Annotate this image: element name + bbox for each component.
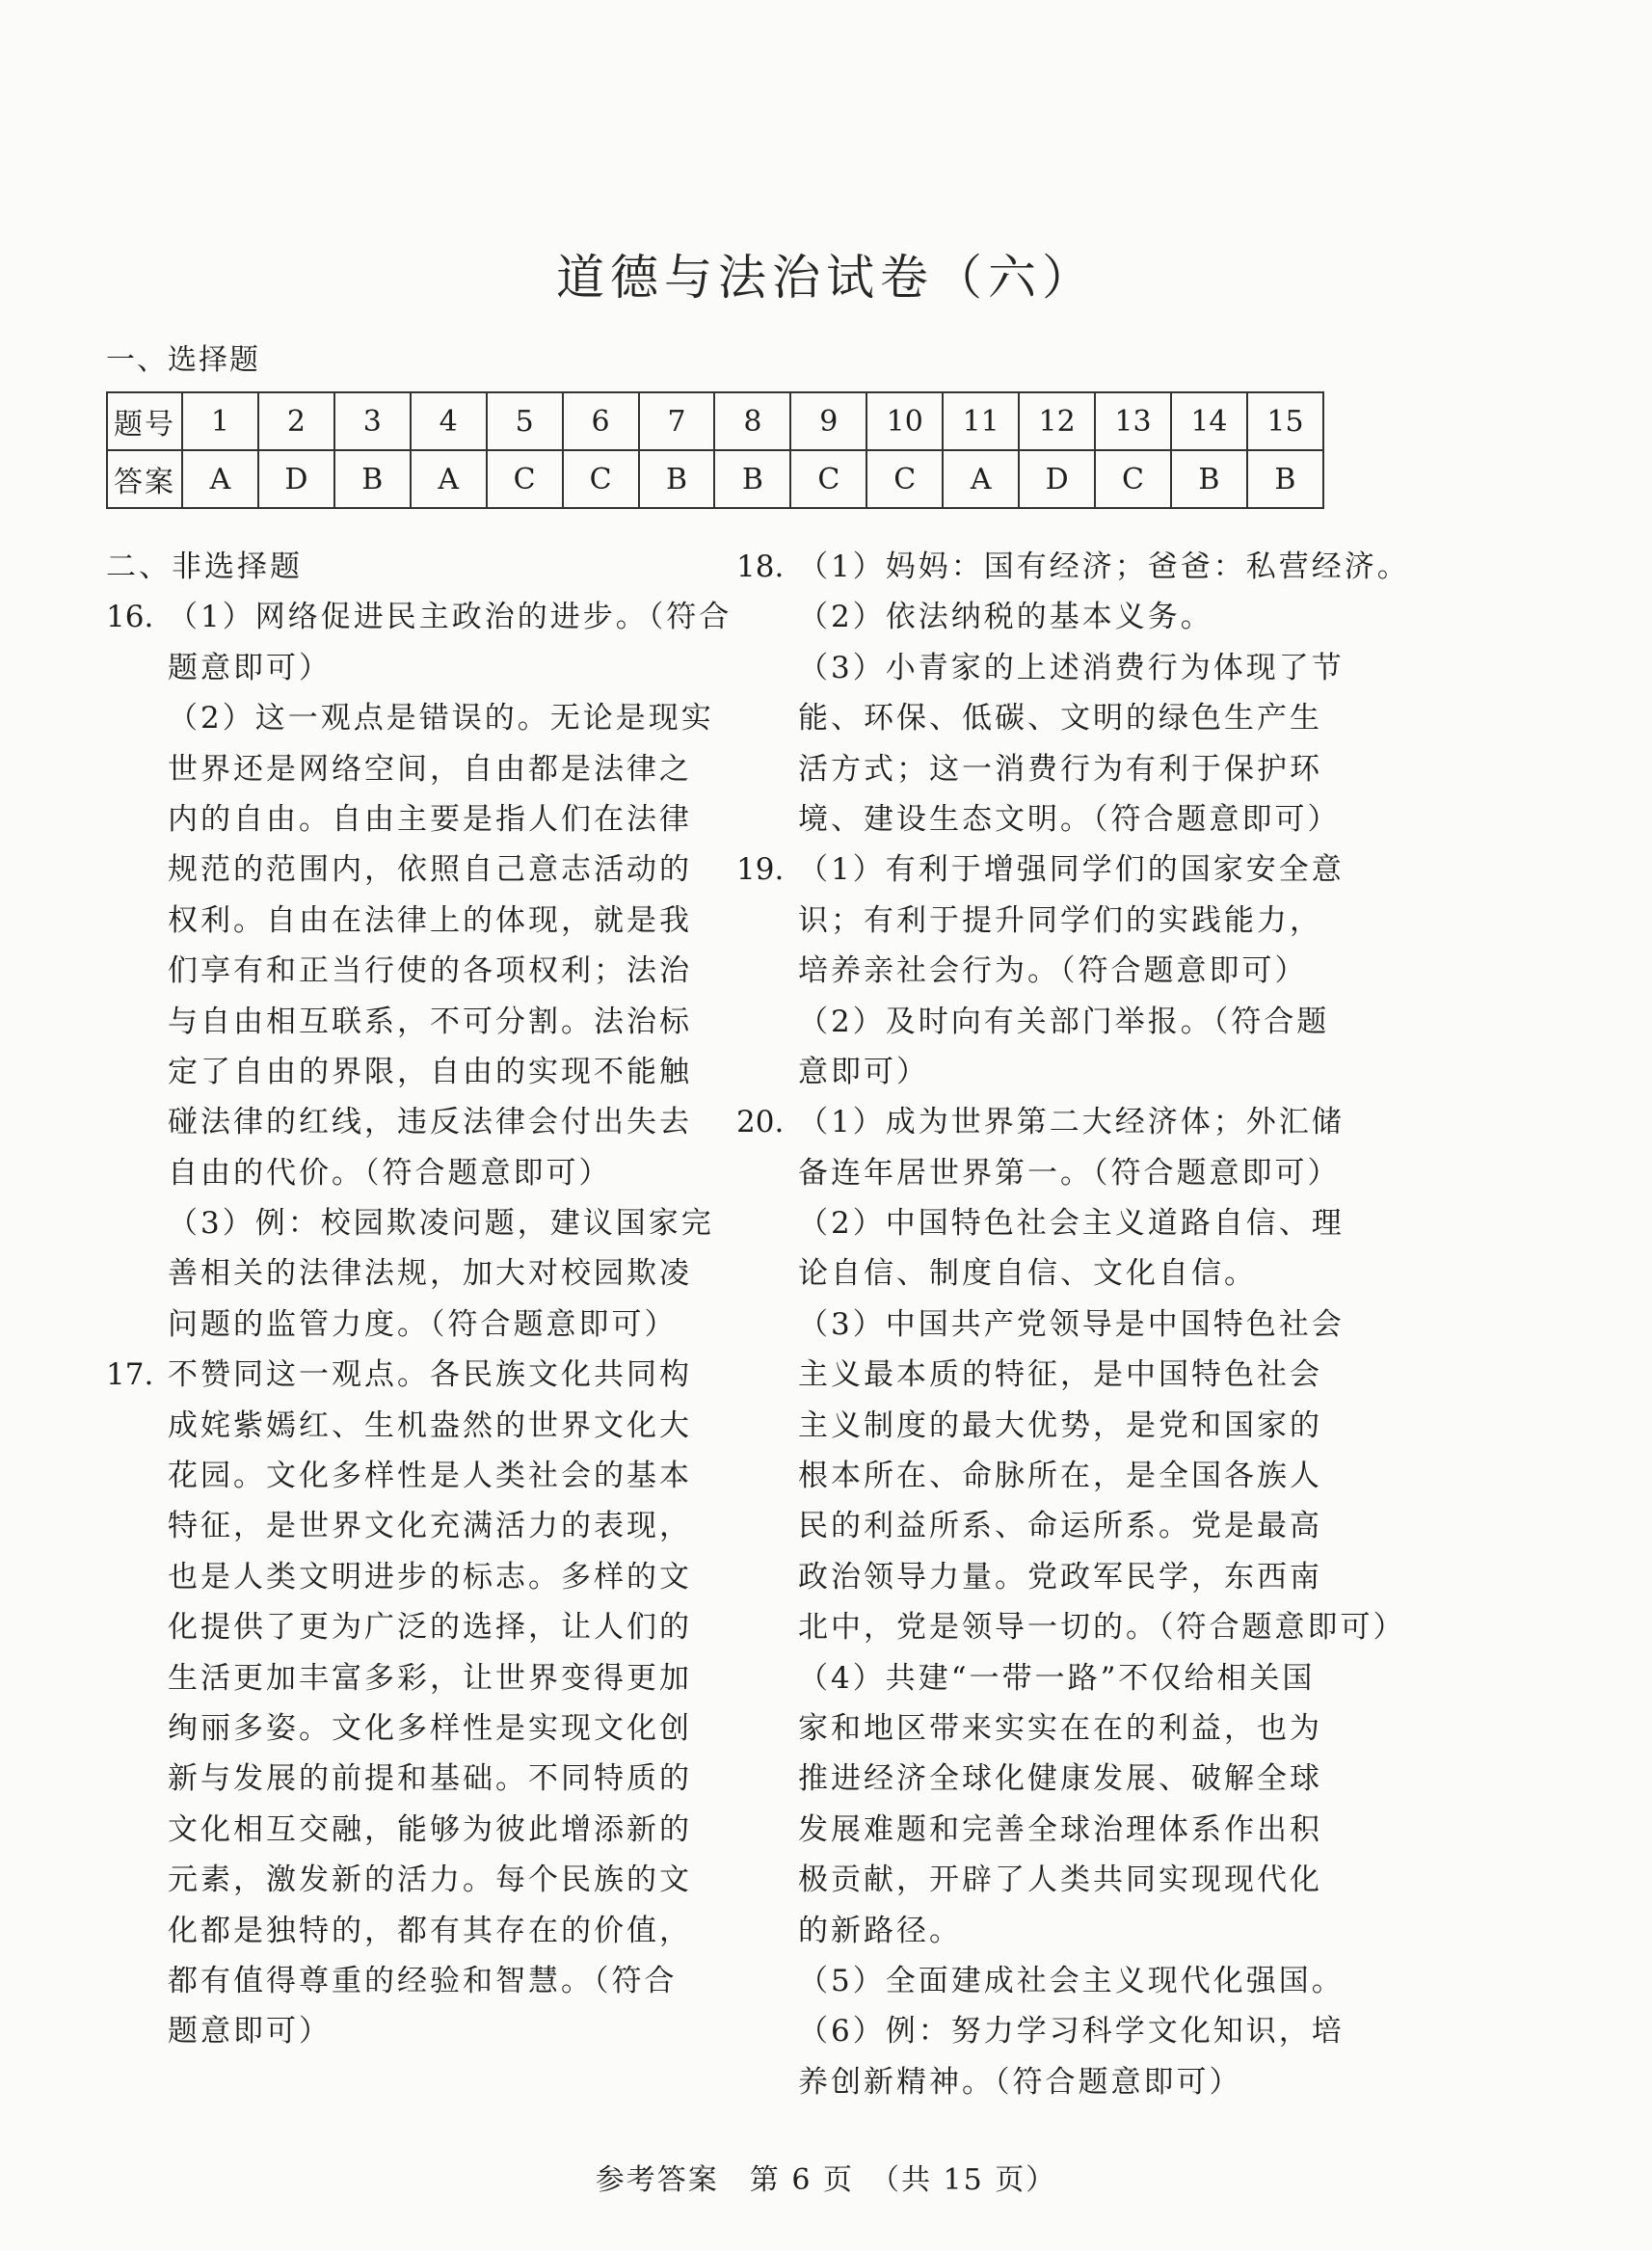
answer-cell: C xyxy=(790,450,866,508)
left-answer-column xyxy=(106,542,733,2057)
answer-line xyxy=(736,997,1330,1047)
answer-cell: A xyxy=(411,450,487,508)
answer-text: 与自由相互联系，不可分割。法治标 xyxy=(168,1004,692,1039)
answer-line xyxy=(106,1703,696,1754)
answer-text: 权利。自由在法律上的体现，就是我 xyxy=(168,902,692,938)
question-number: 18. xyxy=(736,549,785,584)
answer-line xyxy=(736,2057,1330,2107)
answer-text: 都有值得尊重的经验和智慧。（符合 xyxy=(168,1963,678,1998)
answer-line xyxy=(106,1350,696,1400)
section-heading-nonchoice: 二、非选择题 xyxy=(106,549,303,584)
answer-text: 能、环保、低碳、文明的绿色生产生 xyxy=(798,701,1322,737)
answer-line xyxy=(106,1148,696,1198)
answer-cell: A xyxy=(182,450,258,508)
answer-line xyxy=(736,1552,1330,1602)
question-number-cell: 8 xyxy=(714,392,790,450)
answer-line xyxy=(106,844,696,895)
question-number-cell: 7 xyxy=(639,392,715,450)
question-number-cell: 9 xyxy=(790,392,866,450)
answer-text: （3）例：校园欺凌问题，建议国家完 xyxy=(168,1206,714,1242)
answer-line xyxy=(106,1552,696,1602)
answer-text: （1）成为世界第二大经济体；外汇储 xyxy=(798,1105,1345,1140)
answer-cell: C xyxy=(1095,450,1171,508)
answer-line xyxy=(736,1653,1330,1703)
answer-cell: B xyxy=(1171,450,1247,508)
answer-line xyxy=(736,1501,1330,1551)
answer-text: 极贡献，开辟了人类共同实现现代化 xyxy=(798,1862,1322,1898)
answer-line xyxy=(736,1401,1330,1451)
answer-cell: C xyxy=(866,450,943,508)
answer-text: 识；有利于提升同学们的实践能力， xyxy=(798,902,1322,938)
answer-text: （3）小青家的上述消费行为体现了节 xyxy=(798,650,1345,685)
answer-text: （5）全面建成社会主义现代化强国。 xyxy=(798,1963,1345,1998)
answer-text: 碰法律的红线，违反法律会付出失去 xyxy=(168,1105,692,1140)
answer-text: 题意即可） xyxy=(168,2014,332,2050)
answer-cell: D xyxy=(1019,450,1095,508)
answer-line xyxy=(106,896,696,946)
answer-text: 政治领导力量。党政军民学，东西南 xyxy=(798,1559,1322,1594)
question-number-cell: 3 xyxy=(334,392,411,450)
answer-line xyxy=(106,1805,696,1855)
answer-text: 也是人类文明进步的标志。多样的文 xyxy=(168,1559,692,1594)
answer-text: 推进经济全球化健康发展、破解全球 xyxy=(798,1761,1322,1797)
answer-line xyxy=(736,1350,1330,1400)
question-number-cell: 11 xyxy=(943,392,1019,450)
answer-cell: B xyxy=(1247,450,1323,508)
question-number-row xyxy=(107,392,1323,450)
answer-text: （2）及时向有关部门举报。（符合题 xyxy=(798,1004,1330,1039)
answer-cell: D xyxy=(258,450,334,508)
answer-text: 家和地区带来实实在在的利益，也为 xyxy=(798,1710,1322,1746)
answer-text: 新与发展的前提和基础。不同特质的 xyxy=(168,1761,692,1797)
answer-text: 的新路径。 xyxy=(798,1913,962,1948)
answer-line xyxy=(736,946,1330,996)
answer-cell: B xyxy=(714,450,790,508)
answer-line xyxy=(736,744,1330,794)
row-label-number: 题号 xyxy=(107,392,182,450)
page-footer: 参考答案 第 6 页 （共 15 页） xyxy=(595,2163,1057,2197)
answer-text: 文化相互交融，能够为彼此增添新的 xyxy=(168,1811,692,1847)
answer-line xyxy=(736,844,1345,895)
answer-text: （6）例：努力学习科学文化知识，培 xyxy=(798,2014,1345,2050)
answer-text: 定了自由的界限，自由的实现不能触 xyxy=(168,1054,692,1089)
question-number-cell: 15 xyxy=(1247,392,1323,450)
answer-line xyxy=(736,592,1330,642)
answer-text: 们享有和正当行使的各项权利；法治 xyxy=(168,953,692,989)
answer-text: 世界还是网络空间，自由都是法律之 xyxy=(168,751,692,787)
question-number-cell: 5 xyxy=(487,392,563,450)
answer-text: 北中，党是领导一切的。（符合题意即可） xyxy=(798,1610,1406,1646)
answer-line xyxy=(106,1248,696,1299)
question-number: 16. xyxy=(106,600,154,635)
answer-line xyxy=(736,1300,1345,1350)
answer-text: 不赞同这一观点。各民族文化共同构 xyxy=(168,1357,692,1393)
answer-text: 意即可） xyxy=(798,1054,929,1089)
row-label-answer: 答案 xyxy=(107,450,182,508)
answer-line xyxy=(106,997,696,1047)
answer-text: （1）网络促进民主政治的进步。（符合 xyxy=(168,600,733,635)
answer-text: 自由的代价。（符合题意即可） xyxy=(168,1155,612,1191)
answer-table xyxy=(106,391,1324,509)
answer-line xyxy=(736,1248,1330,1299)
answer-line xyxy=(106,1047,696,1097)
question-number: 17. xyxy=(106,1357,154,1393)
answer-text: 善相关的法律法规，加大对校园欺凌 xyxy=(168,1256,692,1292)
answer-text: 培养亲社会行为。（符合题意即可） xyxy=(798,953,1308,989)
answer-line xyxy=(736,693,1330,743)
answer-line xyxy=(736,1602,1406,1652)
answer-line xyxy=(106,1754,696,1804)
answer-line xyxy=(736,2006,1345,2056)
answer-cell: C xyxy=(487,450,563,508)
answer-line xyxy=(106,1501,696,1551)
answer-text: （1）有利于增强同学们的国家安全意 xyxy=(798,852,1345,888)
answer-text: 发展难题和完善全球治理体系作出积 xyxy=(798,1811,1322,1847)
answer-text: 绚丽多姿。文化多样性是实现文化创 xyxy=(168,1710,692,1746)
section-heading-choice: 一、选择题 xyxy=(106,343,260,377)
answer-line xyxy=(106,946,696,996)
answer-text: 内的自由。自由主要是指人们在法律 xyxy=(168,801,692,837)
question-number-cell: 2 xyxy=(258,392,334,450)
answer-text: （2）依法纳税的基本义务。 xyxy=(798,600,1213,635)
answer-line xyxy=(106,1198,714,1248)
question-number: 20. xyxy=(736,1105,785,1140)
answer-line xyxy=(106,1602,696,1652)
answer-text: 主义最本质的特征，是中国特色社会 xyxy=(798,1357,1322,1393)
answer-line xyxy=(106,2006,696,2056)
answer-row xyxy=(107,450,1323,508)
answer-line xyxy=(106,1097,696,1147)
answer-line xyxy=(736,896,1330,946)
answer-line xyxy=(106,643,696,693)
answer-text: （2）这一观点是错误的。无论是现实 xyxy=(168,701,714,737)
answer-line xyxy=(736,794,1341,844)
answer-line xyxy=(106,592,733,642)
answer-line xyxy=(106,693,714,743)
answer-line xyxy=(736,1097,1345,1147)
answer-text: （1）妈妈：国有经济；爸爸：私营经济。 xyxy=(798,549,1410,584)
answer-text: 花园。文化多样性是人类社会的基本 xyxy=(168,1459,692,1494)
question-number: 19. xyxy=(736,852,785,888)
answer-line xyxy=(106,1956,696,2006)
answer-line xyxy=(106,1451,696,1501)
answer-text: 根本所在、命脉所在，是全国各族人 xyxy=(798,1459,1322,1494)
answer-text: 民的利益所系、命运所系。党是最高 xyxy=(798,1509,1322,1544)
answer-line xyxy=(736,1451,1330,1501)
answer-text: 主义制度的最大优势，是党和国家的 xyxy=(798,1407,1322,1443)
answer-line xyxy=(736,1754,1330,1804)
answer-line xyxy=(736,1047,1330,1097)
answer-line xyxy=(106,794,696,844)
answer-line xyxy=(106,1906,696,1956)
answer-text: 生活更加丰富多彩，让世界变得更加 xyxy=(168,1660,692,1696)
answer-text: （2）中国特色社会主义道路自信、理 xyxy=(798,1206,1345,1242)
answer-text: 境、建设生态文明。（符合题意即可） xyxy=(798,801,1341,837)
answer-text: （3）中国共产党领导是中国特色社会 xyxy=(798,1306,1345,1342)
answer-line xyxy=(106,1855,696,1905)
page-title: 道德与法治试卷（六） xyxy=(556,250,1096,306)
answer-line xyxy=(106,1300,696,1350)
answer-text: 元素，激发新的活力。每个民族的文 xyxy=(168,1862,692,1898)
right-answer-column xyxy=(736,542,1410,2107)
answer-cell: B xyxy=(639,450,715,508)
question-number-cell: 4 xyxy=(411,392,487,450)
answer-cell: B xyxy=(334,450,411,508)
question-number-cell: 12 xyxy=(1019,392,1095,450)
answer-line xyxy=(736,1805,1330,1855)
answer-text: 化提供了更为广泛的选择，让人们的 xyxy=(168,1610,692,1646)
answer-text: 成姹紫嫣红、生机盎然的世界文化大 xyxy=(168,1407,692,1443)
answer-line xyxy=(736,1703,1330,1754)
answer-line xyxy=(106,744,696,794)
question-number-cell: 13 xyxy=(1095,392,1171,450)
answer-line xyxy=(736,1148,1341,1198)
answer-text: （4）共建“一带一路”不仅给相关国 xyxy=(798,1660,1316,1696)
answer-line xyxy=(736,542,1410,592)
answer-text: 活方式；这一消费行为有利于保护环 xyxy=(798,751,1322,787)
answer-line xyxy=(736,1906,1330,1956)
answer-text: 化都是独特的，都有其存在的价值， xyxy=(168,1913,692,1948)
answer-line xyxy=(736,1956,1345,2006)
answer-text: 特征，是世界文化充满活力的表现， xyxy=(168,1509,692,1544)
answer-line xyxy=(736,1855,1330,1905)
answer-line xyxy=(106,1653,696,1703)
answer-text: 规范的范围内，依照自己意志活动的 xyxy=(168,852,692,888)
answer-text: 论自信、制度自信、文化自信。 xyxy=(798,1256,1257,1292)
answer-line xyxy=(736,1198,1345,1248)
answer-text: 备连年居世界第一。（符合题意即可） xyxy=(798,1155,1341,1191)
answer-text: 养创新精神。（符合题意即可） xyxy=(798,2064,1242,2100)
answer-line xyxy=(736,643,1345,693)
question-number-cell: 1 xyxy=(182,392,258,450)
answer-line xyxy=(106,1401,696,1451)
question-number-cell: 14 xyxy=(1171,392,1247,450)
answer-text: 题意即可） xyxy=(168,650,332,685)
answer-text: 问题的监管力度。（符合题意即可） xyxy=(168,1306,678,1342)
question-number-cell: 10 xyxy=(866,392,943,450)
answer-cell: A xyxy=(943,450,1019,508)
answer-cell: C xyxy=(563,450,639,508)
question-number-cell: 6 xyxy=(563,392,639,450)
